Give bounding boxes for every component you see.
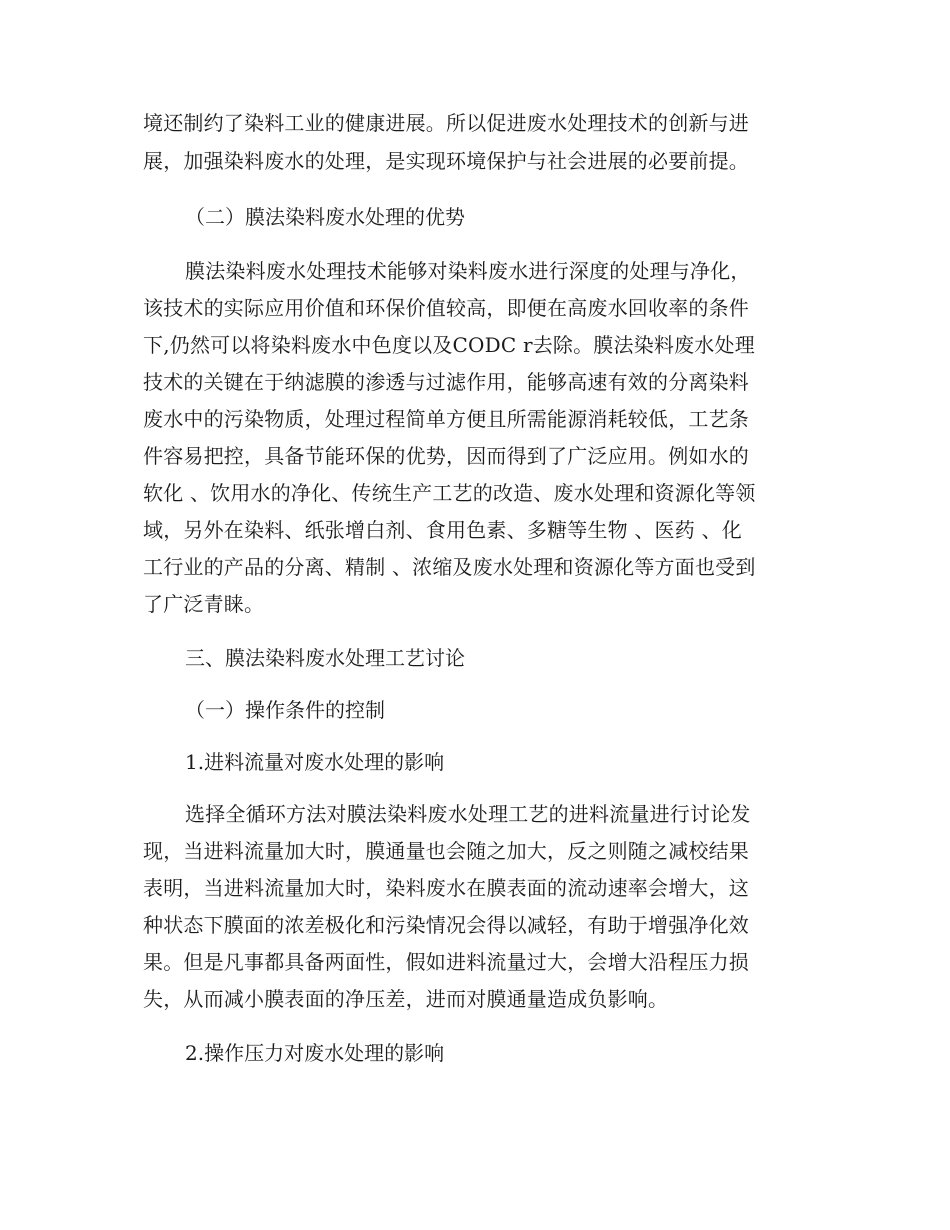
text-line: 现，当进料流量加大时，膜通量也会随之加大，反之则随之减校结果 bbox=[143, 839, 749, 863]
text-line: 技术的关键在于纳滤膜的渗透与过滤作用，能够高速有效的分离染料 bbox=[143, 370, 749, 394]
text-line: 废水中的污染物质，处理过程简单方便且所需能源消耗较低，工艺条 bbox=[143, 407, 749, 431]
section-heading-process-discussion: 三、膜法染料废水处理工艺讨论 bbox=[185, 646, 465, 670]
text-line: 表明，当进料流量加大时，染料废水在膜表面的流动速率会增大，这 bbox=[143, 876, 749, 900]
text-line: 软化 、饮用水的净化、传统生产工艺的改造、废水处理和资源化等领 bbox=[143, 481, 756, 505]
text-line: 选择全循环方法对膜法染料废水处理工艺的进料流量进行讨论发 bbox=[185, 802, 751, 826]
text-line: 了广泛青睐。 bbox=[143, 592, 265, 616]
text-line: 境还制约了染料工业的健康进展。所以促进废水处理技术的创新与进 bbox=[143, 111, 749, 135]
item-heading-operating-pressure: 2.操作压力对废水处理的影响 bbox=[185, 1041, 445, 1065]
text-line: 失，从而减小膜表面的净压差，进而对膜通量造成负影响。 bbox=[143, 987, 669, 1011]
text-line: 展，加强染料废水的处理，是实现环境保护与社会进展的必要前提。 bbox=[143, 149, 749, 173]
section-heading-advantages: （二）膜法染料废水处理的优势 bbox=[185, 205, 465, 229]
text-line: 膜法染料废水处理技术能够对染料废水进行深度的处理与净化， bbox=[185, 259, 751, 283]
text-line: 件容易把控，具备节能环保的优势，因而得到了广泛应用。例如水的 bbox=[143, 444, 749, 468]
subsection-heading-operating-conditions: （一）操作条件的控制 bbox=[185, 698, 385, 722]
text-line: 果。但是凡事都具备两面性，假如进料流量过大，会增大沿程压力损 bbox=[143, 950, 749, 974]
text-line: 种状态下膜面的浓差极化和污染情况会得以减轻，有助于增强净化效 bbox=[143, 913, 749, 937]
item-heading-feed-flow: 1.进料流量对废水处理的影响 bbox=[185, 750, 445, 774]
text-line: 该技术的实际应用价值和环保价值较高，即便在高废水回收率的条件 bbox=[143, 296, 749, 320]
text-line: 下,仍然可以将染料废水中色度以及CODC r去除。膜法染料废水处理 bbox=[143, 333, 755, 357]
text-line: 工行业的产品的分离、精制 、浓缩及废水处理和资源化等方面也受到 bbox=[143, 555, 756, 579]
text-line: 域，另外在染料、纸张增白剂、食用色素、多糖等生物 、医药 、化 bbox=[143, 518, 742, 542]
